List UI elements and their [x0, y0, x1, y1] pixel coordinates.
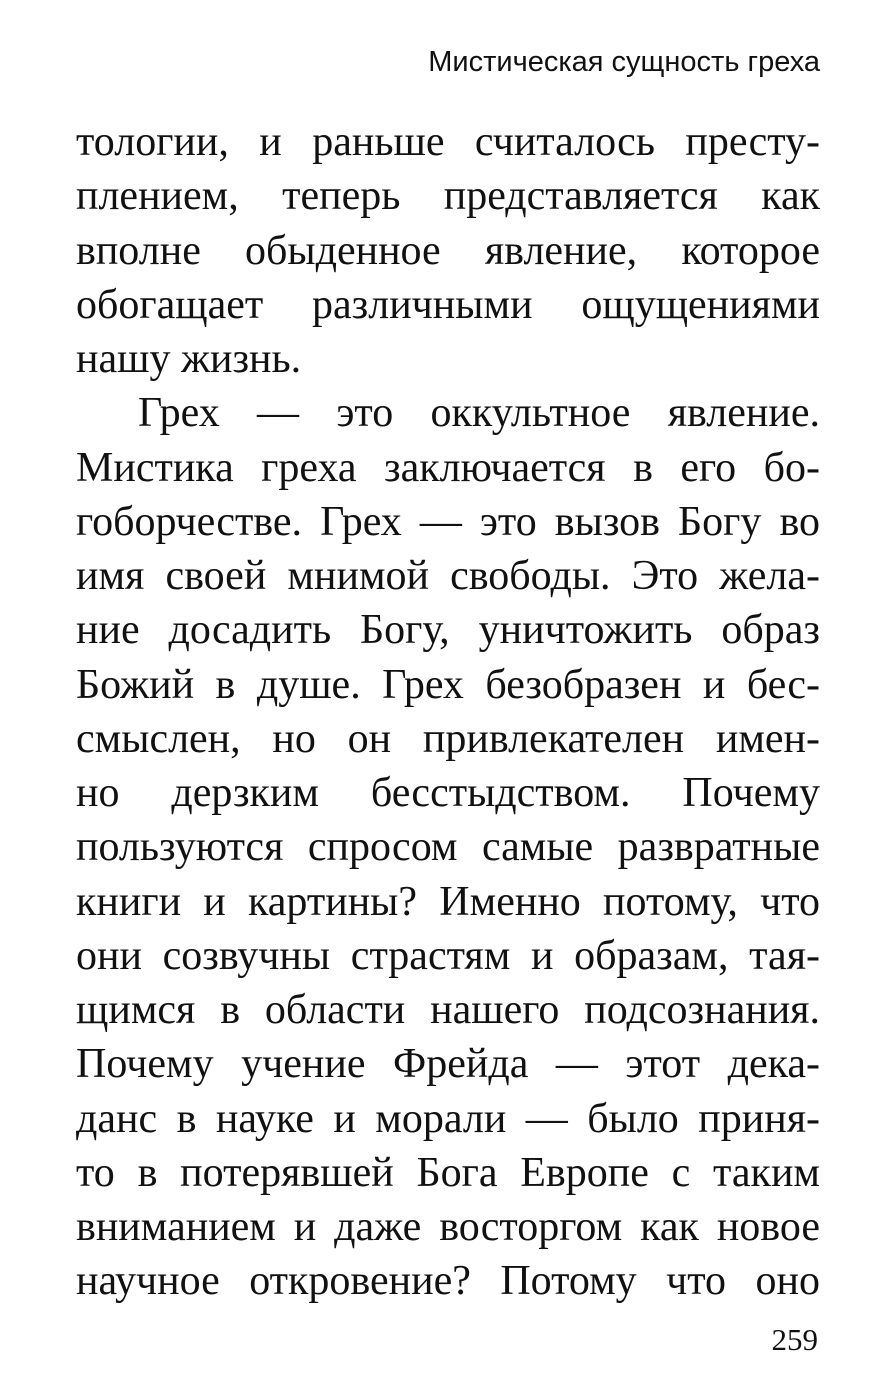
text-line: но дерзким бесстыдством. Почему — [76, 770, 820, 816]
text-line: Божий в душе. Грех безобразен и бес- — [76, 661, 820, 708]
text-line: гоборчестве. Грех — это вызов Богу во — [76, 498, 820, 545]
text-line: Почему учение Фрейда — этот дека- — [76, 1041, 820, 1088]
text-line: они созвучны страстям и образам, тая- — [76, 932, 820, 979]
body-text — [76, 115, 820, 1309]
text-line: нашу жизнь. — [76, 336, 302, 382]
text-line: пользуются спросом самые развратные — [76, 824, 820, 871]
text-line: имя своей мнимой свободы. Это жела- — [76, 553, 820, 599]
text-line: Мистика греха заключается в его бо- — [76, 444, 820, 491]
text-line: тологии, и раньше считалось престу- — [76, 119, 820, 165]
text-line: Грех — это оккультное явление. — [138, 390, 820, 437]
text-line: щимся в области нашего подсознания. — [76, 987, 820, 1033]
text-line: то в потерявшей Бога Европе с таким — [76, 1149, 820, 1196]
text-line: смыслен, но он привлекателен имен- — [76, 715, 820, 762]
text-line: ние досадить Богу, уничтожить образ — [76, 607, 820, 654]
text-line: обогащает различными ощущениями — [76, 281, 820, 328]
text-line: книги и картины? Именно потому, что — [76, 878, 820, 925]
running-head: Мистическая сущность греха — [428, 46, 820, 78]
text-line: вниманием и даже восторгом как новое — [76, 1204, 820, 1250]
text-line: плением, теперь представляется как — [76, 173, 820, 220]
text-line: научное откровение? Потому что оно — [76, 1258, 820, 1305]
page-number: 259 — [771, 1322, 818, 1357]
text-line: вполне обыденное явление, которое — [76, 227, 820, 274]
text-line: данс в науке и морали — было приня- — [76, 1095, 820, 1142]
